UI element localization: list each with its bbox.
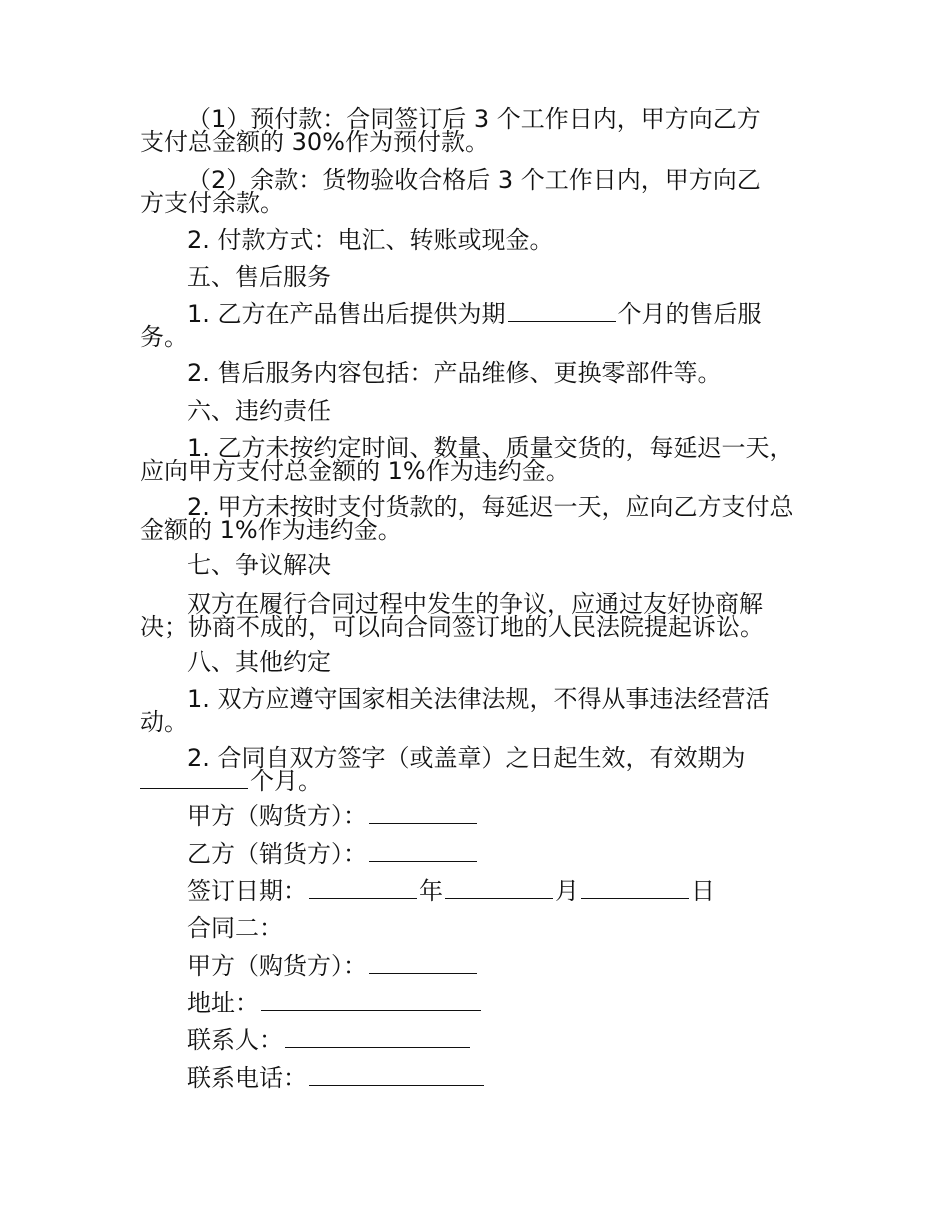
section-heading-other: 八、其他约定 bbox=[187, 648, 331, 676]
liability-clause-1-line-1: 1. 乙方未按约定时间、数量、质量交货的，每延迟一天， bbox=[187, 434, 794, 462]
day-label: 日 bbox=[691, 877, 715, 905]
date-label: 签订日期： bbox=[187, 877, 307, 905]
contact-line bbox=[187, 1025, 472, 1055]
after-sales-clause-1-post: 个月的售后服 bbox=[617, 300, 762, 328]
address-blank bbox=[261, 988, 481, 1011]
blank-validity-field bbox=[140, 766, 248, 789]
after-sales-clause-1-cont: 务。 bbox=[140, 323, 188, 351]
payment-balance-line-2: 方支付余款。 bbox=[140, 189, 284, 217]
contract-two-heading: 合同二： bbox=[187, 914, 283, 942]
after-sales-clause-1 bbox=[187, 299, 762, 329]
payment-prepay-line-1: （1）预付款：合同签订后 3 个工作日内，甲方向乙方 bbox=[187, 105, 761, 133]
other-clause-1-line-2: 动。 bbox=[140, 708, 188, 736]
liability-clause-1-line-2: 应向甲方支付总金额的 1%作为违约金。 bbox=[140, 457, 570, 485]
after-sales-clause-1-pre: 1. 乙方在产品售出后提供为期 bbox=[187, 300, 506, 328]
contact-label: 联系人： bbox=[187, 1026, 283, 1054]
party-b-label: 乙方（销货方）： bbox=[187, 840, 367, 868]
address-line bbox=[187, 988, 483, 1018]
contact-blank bbox=[285, 1025, 470, 1048]
other-clause-2-post: 个月。 bbox=[250, 767, 322, 795]
payment-balance-line-1: （2）余款：货物验收合格后 3 个工作日内，甲方向乙 bbox=[187, 166, 761, 194]
month-label: 月 bbox=[555, 877, 579, 905]
dispute-clause-line-1: 双方在履行合同过程中发生的争议，应通过友好协商解 bbox=[187, 590, 763, 618]
payment-method: 2. 付款方式：电汇、转账或现金。 bbox=[187, 226, 554, 254]
contract-two-party-a bbox=[187, 951, 479, 981]
address-label: 地址： bbox=[187, 989, 259, 1017]
year-label: 年 bbox=[419, 877, 443, 905]
year-blank bbox=[309, 876, 417, 899]
other-clause-1-line-1: 1. 双方应遵守国家相关法律法规，不得从事违法经营活 bbox=[187, 685, 770, 713]
signature-party-b bbox=[187, 839, 479, 869]
after-sales-clause-2: 2. 售后服务内容包括：产品维修、更换零部件等。 bbox=[187, 359, 722, 387]
liability-clause-2-line-2: 金额的 1%作为违约金。 bbox=[140, 516, 402, 544]
signing-date bbox=[187, 876, 715, 906]
other-clause-2-line-2 bbox=[140, 766, 322, 796]
phone-blank bbox=[309, 1063, 484, 1086]
section-heading-dispute: 七、争议解决 bbox=[187, 551, 331, 579]
party-a2-blank bbox=[369, 951, 477, 974]
party-a-label: 甲方（购货方）： bbox=[187, 802, 367, 830]
party-a-blank bbox=[369, 801, 477, 824]
section-heading-after-sales: 五、售后服务 bbox=[187, 263, 331, 291]
month-blank bbox=[445, 876, 553, 899]
payment-prepay-line-2: 支付总金额的 30%作为预付款。 bbox=[140, 128, 489, 156]
liability-clause-2-line-1: 2. 甲方未按时支付货款的，每延迟一天，应向乙方支付总 bbox=[187, 493, 794, 521]
dispute-clause-line-2: 决；协商不成的，可以向合同签订地的人民法院提起诉讼。 bbox=[140, 613, 764, 641]
other-clause-2-line-1: 2. 合同自双方签字（或盖章）之日起生效，有效期为 bbox=[187, 744, 746, 772]
blank-months-field bbox=[508, 299, 616, 322]
party-b-blank bbox=[369, 839, 477, 862]
phone-label: 联系电话： bbox=[187, 1064, 307, 1092]
signature-party-a bbox=[187, 801, 479, 831]
phone-line bbox=[187, 1063, 486, 1093]
section-heading-liability: 六、违约责任 bbox=[187, 397, 331, 425]
day-blank bbox=[581, 876, 689, 899]
party-a2-label: 甲方（购货方）： bbox=[187, 952, 367, 980]
